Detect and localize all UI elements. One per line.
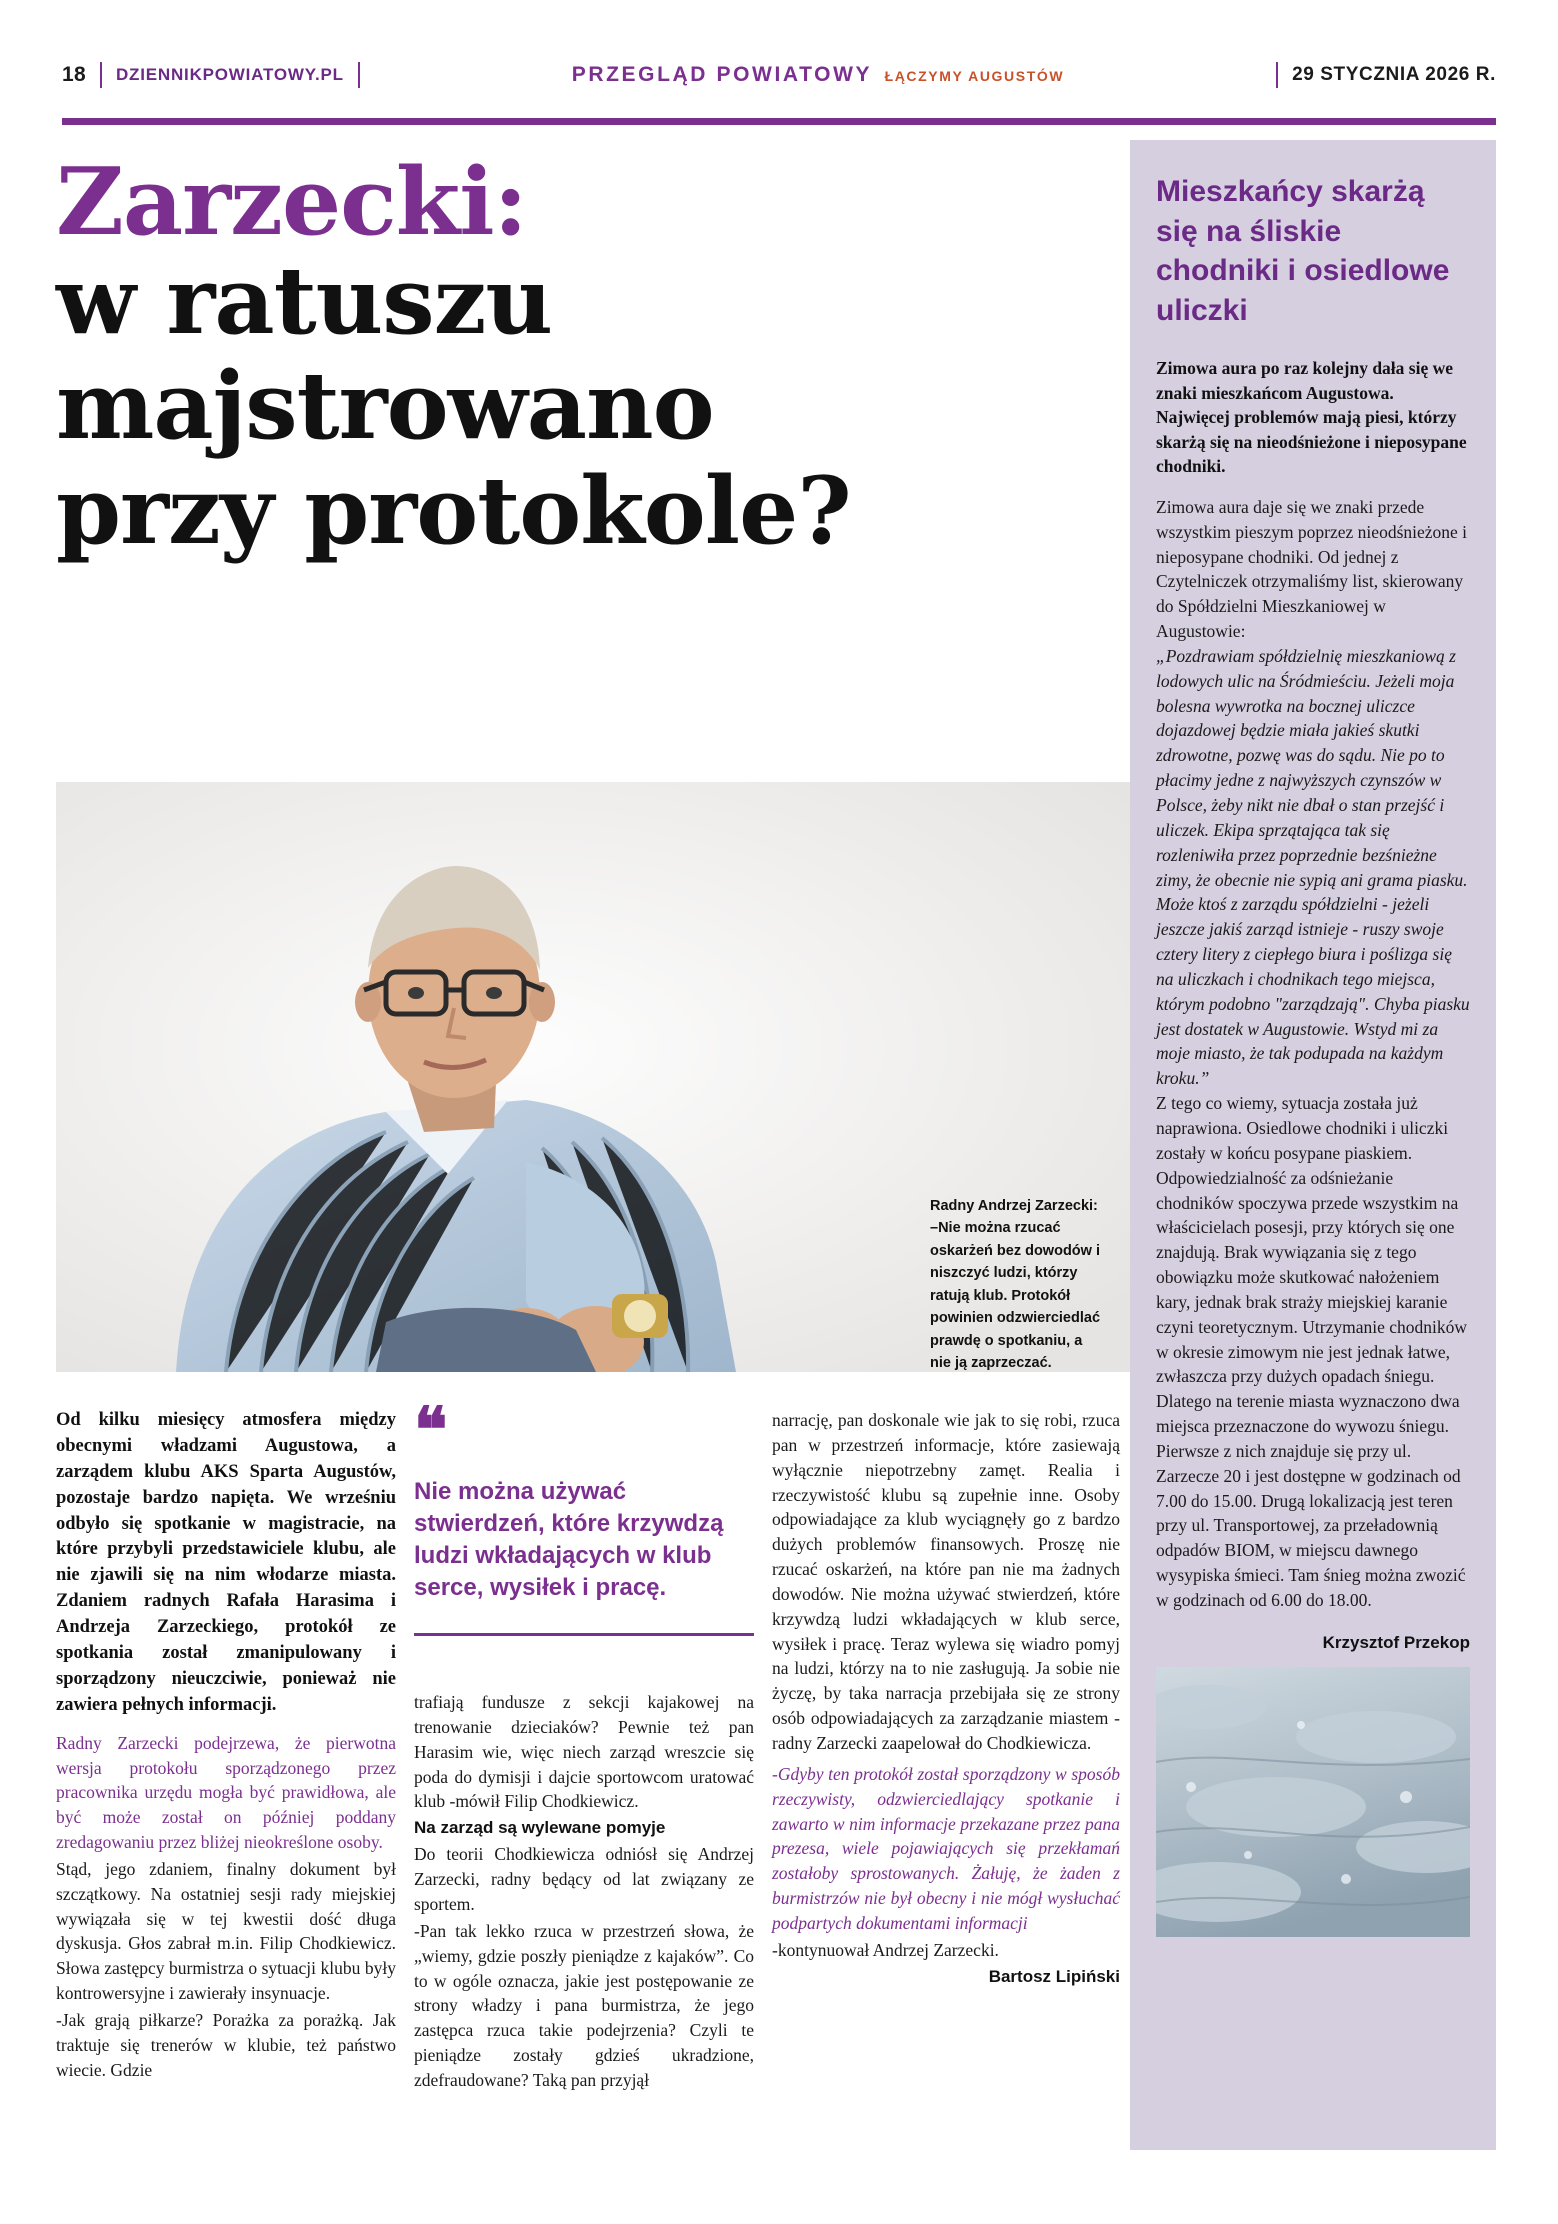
article-highlight: Radny Zarzecki podejrzewa, że pierwotna wersja protokołu sporządzonego przez pracownika urzędu mogła być prawidłowa, ale być może został on później poddany zredagowaniu przez bliżej nieokreślone osoby. — [56, 1732, 396, 1853]
article-column-1 — [56, 1408, 396, 2085]
masthead-title-sub: ŁĄCZYMY AUGUSTÓW — [884, 68, 1065, 84]
article-paragraph: Do teorii Chodkiewicza odniósł się Andrzej Zarzecki, radny będący od lat związany ze sportem. — [414, 1844, 754, 1915]
snow-photo-illustration — [1156, 1667, 1470, 1937]
sidebar-paragraph: Odpowiedzialność za odśnieżanie chodników spoczywa przede wszystkim na właścicielach posesji, przy których się one znajdują. Brak wywiązania się z tego obowiązku może skutkować nałożeniem kary, jednak brak straży miejskiej karanie czyni teoretycznym. Utrzymanie chodników w okresie zimowym nie jest jednak łatwe, zwłaszcza przy dużych opadach śniegu. Dlatego na terenie miasta wyznaczono dwa miejsca przeznaczone do wywozu śniegu. Pierwsze z nich znajduje się przy ul. Zarzecze 20 i jest dostępne w godzinach od 7.00 do 15.00. Drugą lokalizacją jest teren przy ul. Transportowej, za przeładownią odpadów BIOM, w miejscu dawnego wysypiska śmieci. Tam śnieg można zwozić w godzinach od 6.00 do 18.00. — [1156, 1167, 1468, 1610]
article-paragraph: -Jak grają piłkarze? Porażka za porażką. Jak traktuje się trenerów w klubie, też państwo wiecie. Gdzie — [56, 2009, 396, 2080]
masthead-title — [374, 63, 1262, 87]
article-subhead: Na zarząd są wylewane pomyje — [414, 1818, 666, 1838]
divider — [100, 62, 102, 88]
article-column-2 — [414, 1690, 754, 2095]
headline-line-4: przy protokole? — [56, 456, 851, 566]
article-paragraph: -kontynuował Andrzej Zarzecki. — [772, 1939, 999, 1960]
article-paragraph: -Pan tak lekko rzuca w przestrzeń słowa, że „wiemy, gdzie poszły pieniądze z kajaków”. Co to w ogóle oznacza, jakie jest postępowanie ze strony władzy i pana burmistrza, że jego zastępca rzuca takie podejrzenia? Czyli te pieniądze zostały gdzieś ukradzione, zdefraudowane? Taką pan przyjął — [414, 1920, 754, 2090]
page-title — [56, 147, 1116, 566]
article-paragraph: Stąd, jego zdaniem, finalny dokument był szczątkowy. Na ostatniej sesji rady miejskiej wywiązała się w tej kwestii dość długa dyskusja. Głos zabrał m.in. Filip Chodkiewicz. Słowa zastępcy burmistrza o sytuacji klubu były kontrowersyjne i zawierały insynuacje. — [56, 1858, 396, 2004]
pull-quote-rule — [414, 1633, 754, 1636]
sidebar-paragraph: Z tego co wiemy, sytuacja została już naprawiona. Osiedlowe chodniki i uliczki zostały w końcu posypane piaskiem. — [1156, 1093, 1449, 1163]
pull-quote-text: Nie można używać stwierdzeń, które krzywdzą ludzi wkładających w klub serce, wysiłek i pracę. — [414, 1478, 724, 1602]
sidebar-lead: Zimowa aura po raz kolejny dała się we znaki mieszkańcom Augustowa. Najwięcej problemów mają piesi, którzy skarżą się na nieodśnieżone i nieposypane chodniki. — [1156, 358, 1467, 477]
masthead — [62, 55, 1496, 95]
article-lead: Od kilku miesięcy atmosfera między obecnymi władzami Augustowa, a zarządem klubu AKS Sparta Augustów, pozostaje bardzo napięta. We wrześniu odbyło się spotkanie w magistracie, na które przybyli przedstawiciele klubu, ale nie zjawili się na nim włodarze miasta. Zdaniem radnych Rafała Harasima i Andrzeja Zarzeckiego, protokół ze spotkania został zmanipulowany i sporządzony nieuczciwie, ponieważ nie zawiera pełnych informacji. — [56, 1410, 396, 1715]
article-paragraph-italic: -Gdyby ten protokół został sporządzony w sposób rzeczywisty, odzwierciedlający spotkanie i zawarto w nim informacje przekazane przez pana prezesa, wiele pojawiających się przekłamań zostałoby sprostowanych. Żałuję, że żaden z burmistrzów nie był obecny i nie mógł wysłuchać podpartych dokumentami informacji — [772, 1763, 1120, 1933]
header-rule — [62, 118, 1496, 125]
sidebar-title: Mieszkańcy skarżą się na śliskie chodniki i osiedlowe uliczki — [1156, 175, 1450, 327]
article-paragraph: trafiają fundusze z sekcji kajakowej na trenowanie dzieciaków? Pewnie też pan Harasim wie, więc niech zarząd wreszcie się poda do dymisji i dajcie sportowcom uratować klub -mówił Filip Chodkiewicz. — [414, 1692, 754, 1812]
sidebar-paragraph: Zimowa aura daje się we znaki przede wszystkim pieszym poprzez nieodśnieżone i nieposypane chodniki. Od jednej z Czytelniczek otrzymaliśmy list, skierowany do Spółdzielni Mieszkaniowej w Augustowie: — [1156, 496, 1468, 642]
headline-line-2: w ratuszu — [56, 246, 553, 355]
quote-mark-icon: ❝ — [414, 1393, 444, 1466]
sidebar-photo — [1156, 1667, 1470, 1937]
article-column-3 — [772, 1408, 1120, 1991]
issue-date: 29 STYCZNIA 2026 R. — [1292, 64, 1496, 85]
divider — [1276, 62, 1278, 88]
headline-line-3: majstrowano — [56, 351, 714, 461]
article-byline: Bartosz Lipiński — [988, 1966, 1120, 1986]
masthead-title-main: PRZEGLĄD POWIATOWY — [571, 63, 873, 86]
article-paragraph: narrację, pan doskonale wie jak to się robi, rzuca pan w przestrzeń informacje, które zasiewają wyłącznie niepotrzebny zamęt. Realia i rzeczywistość klubu są zupełnie inne. Osoby odpowiadające za klub wyciągnęły go z bardzo dużych problemów finansowych. Proszę nie rzucać oskarżeń, na które pan nie ma żadnych dowodów. Nie można używać stwierdzeń, które krzywdzą ludzi wkładających w klub serce, wysiłek i pracę. Teraz wylewa się wiadro pomyj na ludzi, którzy na to nie zasługują. Ja sobie nie życzę, by taka narracja przebijała się ze strony osób odpowiadających za zarządzanie miastem -radny Zarzecki zaapelował do Chodkiewicza. — [772, 1410, 1120, 1753]
page-number: 18 — [62, 63, 86, 86]
divider — [358, 62, 360, 88]
sidebar — [1130, 140, 1496, 2150]
sidebar-byline: Krzysztof Przekop — [1322, 1632, 1470, 1652]
headline-line-1: Zarzecki: — [56, 147, 527, 256]
photo-caption: Radny Andrzej Zarzecki: –Nie można rzucać oskarżeń bez dowodów i niszczyć ludzi, którzy ratują klub. Protokół powinien odzwierciedlać prawdę o spotkaniu, a nie ją zaprzeczać. — [930, 1198, 1101, 1372]
site-url[interactable]: DZIENNIKPOWIATOWY.PL — [115, 65, 344, 84]
sidebar-reader-quote: „Pozdrawiam spółdzielnię mieszkaniową z lodowych ulic na Śródmieściu. Jeżeli moja bolesna wywrotka na bocznej uliczce dojazdowej będzie miała jakieś skutki zdrowotne, pozwę was do sądu. Nie po to płacimy jedne z najwyższych czynszów w Polsce, żeby nikt nie dbał o stan przejść i uliczek. Ekipa sprzątająca tak się rozleniwiła przez poprzednie bezśnieżne zimy, że obecnie nie sypią ani grama piasku. Może ktoś z zarządu spółdzielni - jeżeli jeszcze jakiś zarząd istnieje - ruszy swoje cztery litery z ciepłego biura i poślizga się na uliczkach i chodnikach tego miejsca, którym podobno "zarządzają". Chyba piasku jest dostatek w Augustowie. Wstyd mi za moje miasto, że tak podupada na każdym kroku.” — [1156, 645, 1470, 1089]
pull-quote — [414, 1393, 754, 1636]
sidebar-body — [1156, 495, 1470, 1613]
